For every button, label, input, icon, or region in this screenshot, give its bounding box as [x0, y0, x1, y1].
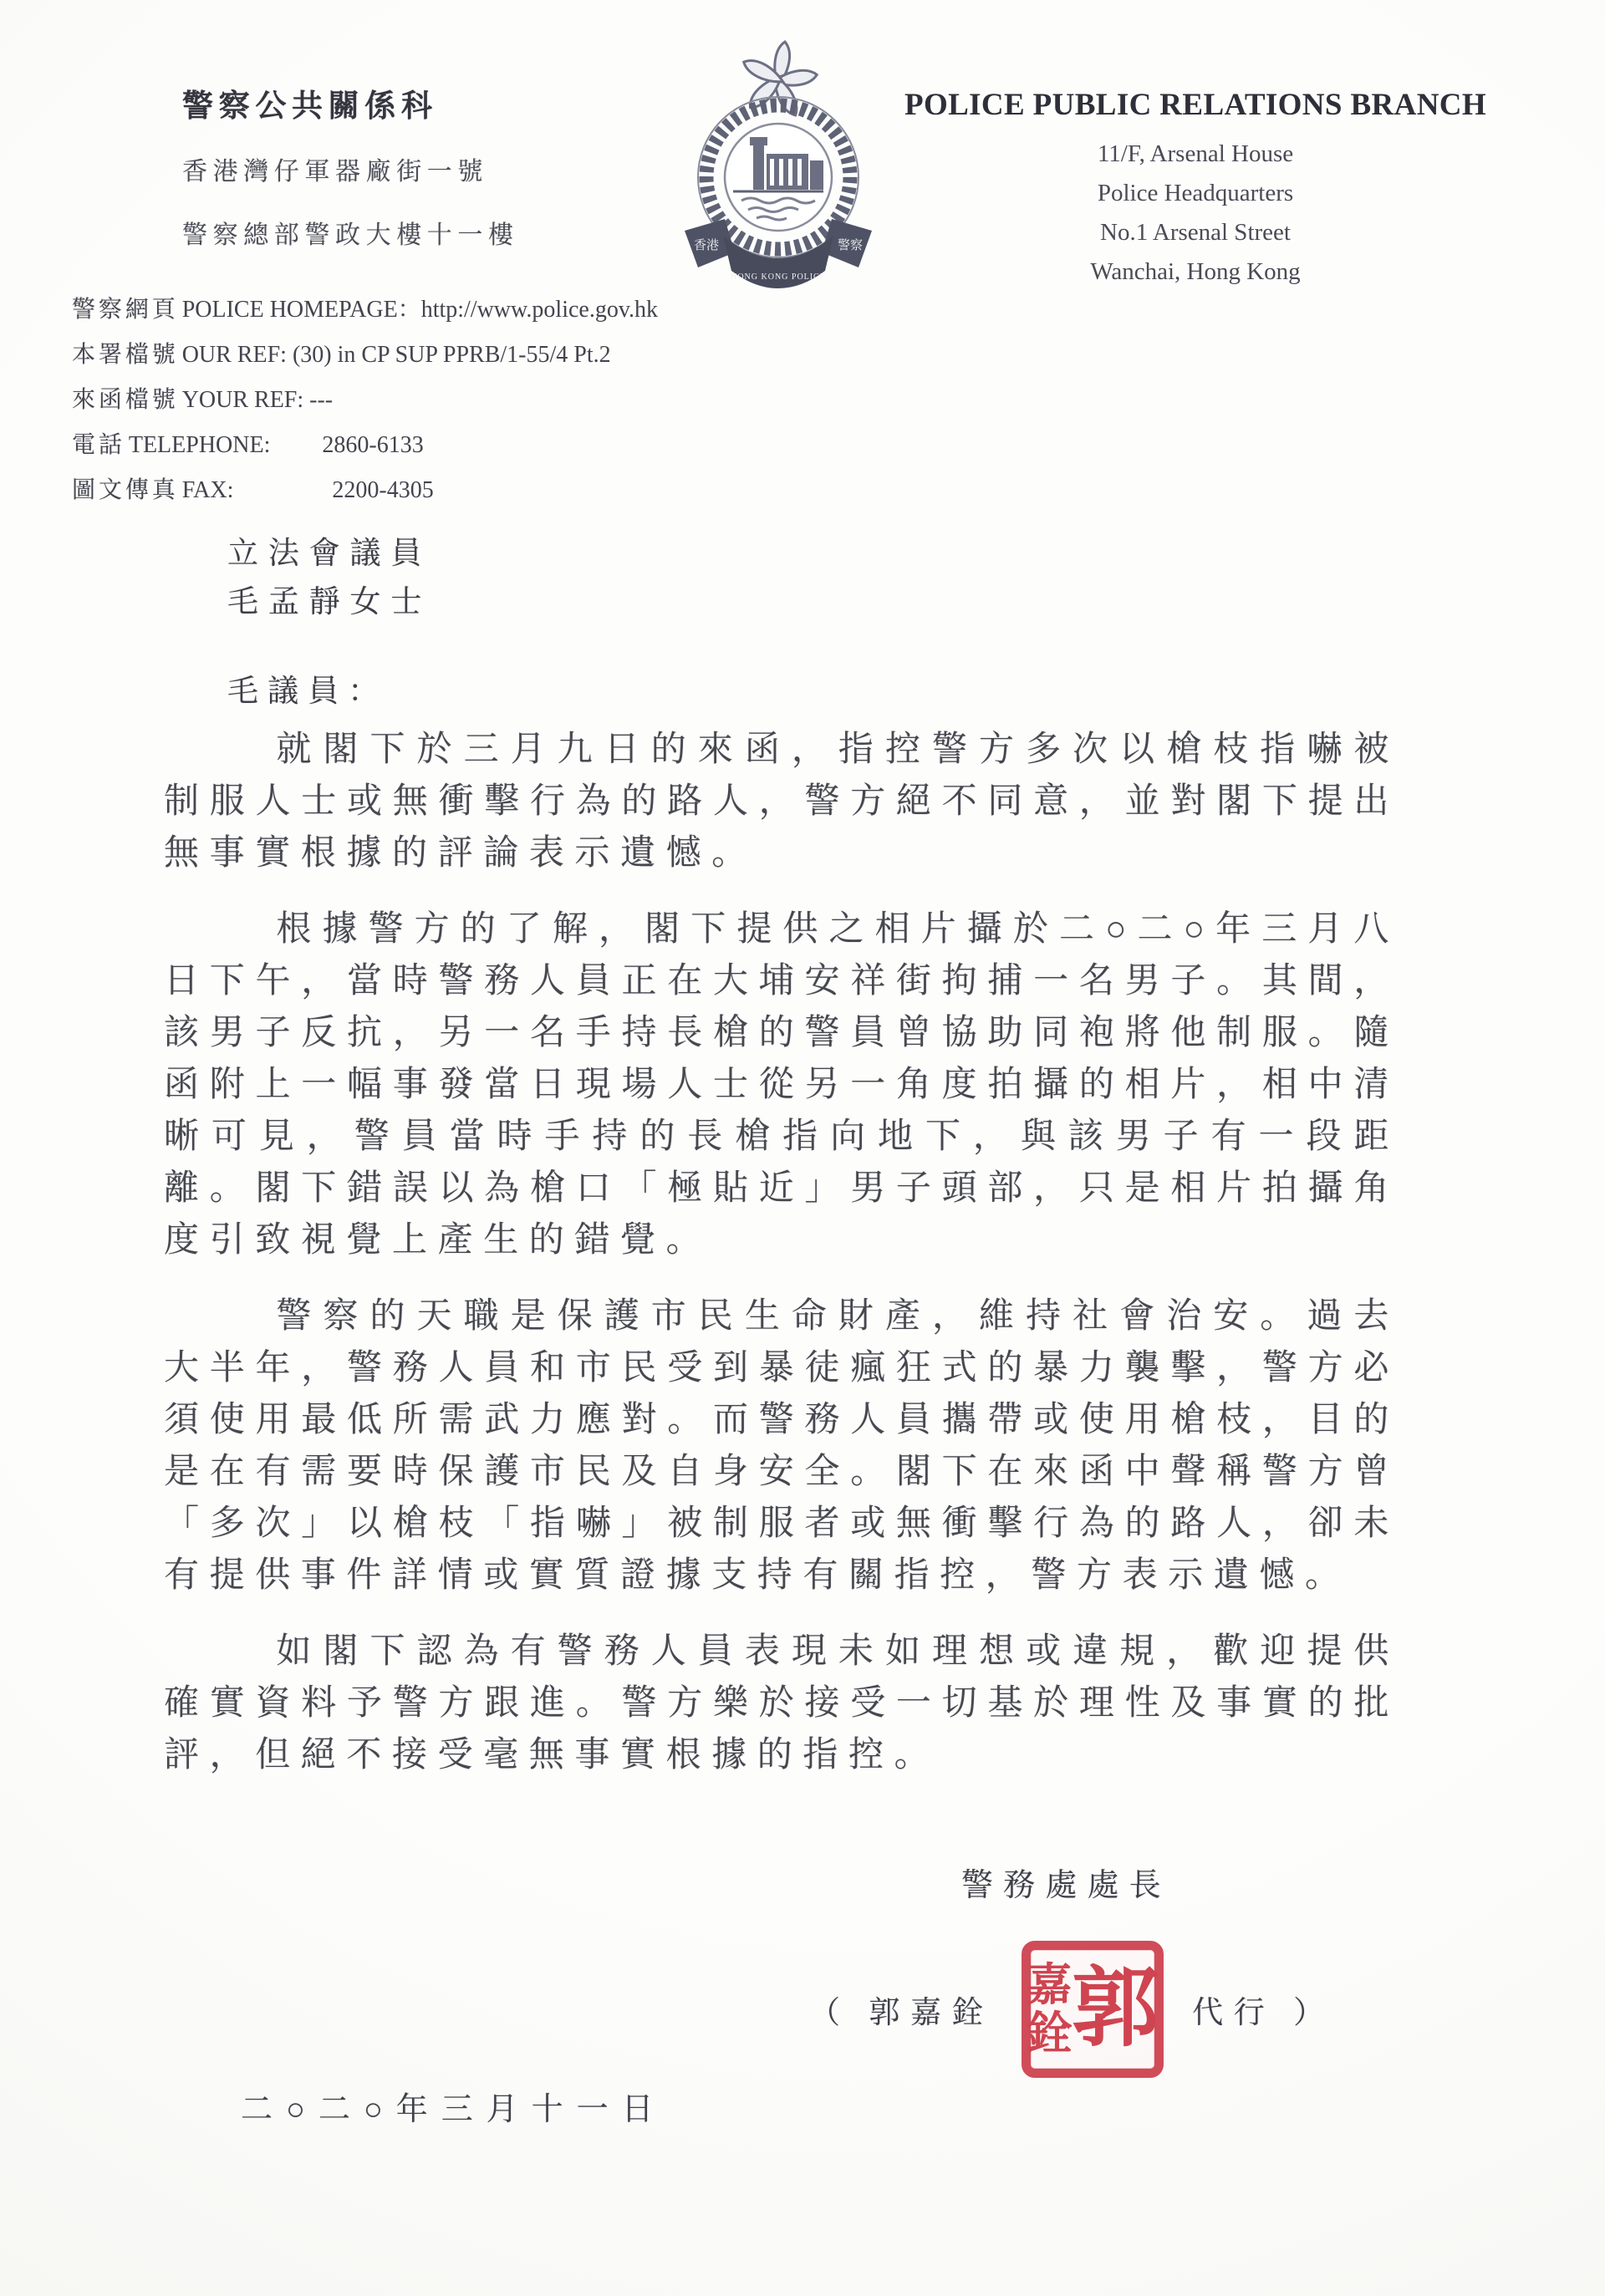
signature-on-behalf: 代行 ）	[1192, 1996, 1335, 2030]
svg-text:香港: 香港	[693, 239, 720, 252]
fax-value: 2200-4305	[332, 477, 434, 503]
telephone-value: 2860-6133	[322, 432, 424, 458]
seal-left-column	[1027, 1961, 1072, 2058]
ref-label-en: TELEPHONE:	[128, 432, 271, 458]
ref-label-cn: 本署檔號	[72, 342, 179, 368]
ref-label-en: FAX:	[181, 477, 234, 503]
ref-label-en: OUR REF:	[181, 342, 287, 368]
our-ref-value: (30) in CP SUP PPRB/1-55/4 Pt.2	[292, 342, 611, 368]
paragraph-4: 如閣下認為有警務人員表現未如理想或違規，歡迎提供確實資料予警方跟進。警方樂於接受一切基於理性及事實的批評，但絕不接受毫無事實根據的指控。	[164, 1632, 1399, 1774]
addressee-title: 立法會議員	[227, 537, 432, 571]
ref-label-cn: 圖文傳真	[72, 477, 179, 503]
salutation: 毛議員：	[227, 675, 389, 709]
department-name-chinese: 警察公共關係科	[182, 89, 438, 124]
closing-title: 警務處處長	[961, 1868, 1171, 1903]
signature-name: （ 郭嘉銓	[809, 1996, 994, 2030]
seal-char-chuen: 銓	[1027, 2008, 1073, 2059]
address-english-line1: 11/F, Arsenal House	[1097, 140, 1294, 167]
svg-text:警察: 警察	[837, 239, 864, 252]
seal-right-column	[1072, 1960, 1159, 2059]
ref-label-en: POLICE HOMEPAGE：	[181, 297, 421, 323]
ref-row-fax	[72, 468, 658, 513]
letter-date: 二○二○年三月十一日	[241, 2092, 667, 2127]
address-chinese-line2: 警察總部警政大樓十一樓	[182, 221, 519, 249]
reference-block	[72, 288, 658, 513]
ref-row-our-ref	[72, 333, 658, 378]
paragraph-2: 根據警方的了解，閣下提供之相片攝於二○二○年三月八日下午，當時警務人員正在大埔安祥街拘捕一名男子。其間，該男子反抗，另一名手持長槍的警員曾協助同袍將他制服。隨函附上一幅事發當日現場人士從另一角度拍攝的相片，相中清晰可見，警員當時手持的長槍指向地下，與該男子有一段距離。閣下錯誤以為槍口「極貼近」男子頭部，只是相片拍攝角度引致視覺上產生的錯覺。	[164, 910, 1399, 1260]
header-right-block	[894, 87, 1496, 292]
header-left-block	[182, 80, 519, 251]
branch-name-english: POLICE PUBLIC RELATIONS BRANCH	[904, 88, 1487, 122]
homepage-url: http://www.police.gov.hk	[420, 297, 659, 323]
ref-label-en: YOUR REF:	[181, 387, 304, 413]
svg-text:HONG KONG POLICE: HONG KONG POLICE	[731, 272, 826, 282]
ref-label-cn: 來函檔號	[72, 387, 179, 413]
paragraph-3: 警察的天職是保護市民生命財產，維持社會治安。過去大半年，警務人員和市民受到暴徒瘋狂式的暴力襲擊，警方必須使用最低所需武力應對。而警務人員攜帶或使用槍枝，目的是在有需要時保護市民及自身安全。閣下在來函中聲稱警方曾「多次」以槍枝「指嚇」被制服者或無衝擊行為的路人，卻未有提供事件詳情或實質證據支持有關指控，警方表示遺憾。	[164, 1297, 1399, 1595]
police-crest-icon	[673, 37, 884, 296]
letter-body	[164, 724, 1399, 1805]
ref-label-cn: 電話	[72, 432, 125, 458]
address-chinese-line1: 香港灣仔軍器廠街一號	[182, 158, 488, 186]
address-english-line3: No.1 Arsenal Street	[1100, 219, 1291, 246]
name-seal-stamp	[1022, 1941, 1164, 2078]
seal-char-ka: 嘉	[1027, 1960, 1073, 2010]
signature-row	[809, 1941, 1335, 2078]
ref-row-homepage	[72, 288, 658, 333]
seal-char-guo: 郭	[1072, 1961, 1159, 2057]
address-english-line2: Police Headquarters	[1097, 180, 1294, 206]
your-ref-value: ---	[309, 387, 334, 413]
ref-row-telephone	[72, 423, 658, 468]
address-english-line4: Wanchai, Hong Kong	[1090, 258, 1301, 285]
addressee-block	[227, 530, 431, 627]
ref-row-your-ref	[72, 378, 658, 423]
addressee-name: 毛孟靜女士	[227, 585, 432, 619]
address-english	[894, 135, 1496, 292]
paragraph-1: 就閣下於三月九日的來函，指控警方多次以槍枝指嚇被制服人士或無衝擊行為的路人，警方絕不同意，並對閣下提出無事實根據的評論表示遺憾。	[164, 731, 1399, 873]
ref-label-cn: 警察網頁	[72, 297, 179, 323]
